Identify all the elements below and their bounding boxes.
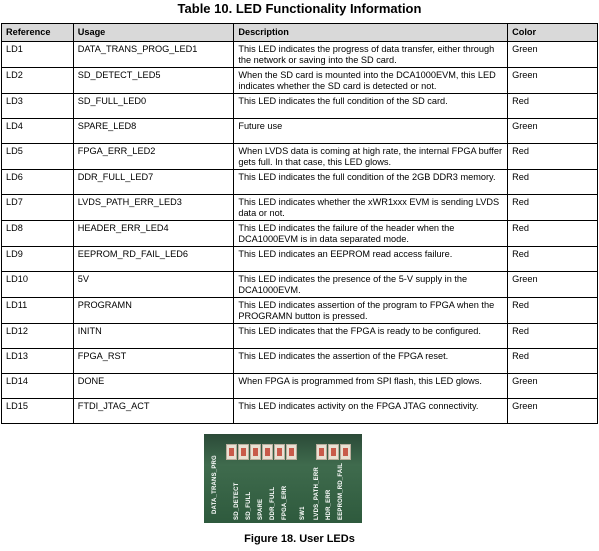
led-component — [328, 444, 339, 460]
cell-reference: LD6 — [2, 170, 74, 195]
cell-usage: EEPROM_RD_FAIL_LED6 — [73, 247, 234, 272]
cell-description: This LED indicates whether the xWR1xxx EVM is sending LVDS data or not. — [234, 195, 508, 221]
table-row — [2, 68, 598, 94]
cell-description: When LVDS data is coming at high rate, the internal FPGA buffer gets full. In that case, this LED glows. — [234, 144, 508, 170]
cell-reference: LD9 — [2, 247, 74, 272]
header-color: Color — [508, 24, 598, 42]
cell-color: Red — [508, 349, 598, 374]
cell-reference: LD2 — [2, 68, 74, 94]
cell-reference: LD10 — [2, 272, 74, 298]
led-component — [250, 444, 261, 460]
silkscreen-label: DATA_TRANS_PRG — [212, 455, 218, 514]
silkscreen-label: EEPROM_RD_FAIL — [338, 462, 344, 520]
cell-reference: LD4 — [2, 119, 74, 144]
cell-color: Red — [508, 298, 598, 324]
cell-usage: DONE — [73, 374, 234, 399]
cell-reference: LD15 — [2, 399, 74, 424]
led-component — [316, 444, 327, 460]
cell-usage: 5V — [73, 272, 234, 298]
cell-color: Green — [508, 42, 598, 68]
cell-reference: LD14 — [2, 374, 74, 399]
cell-usage: FTDI_JTAG_ACT — [73, 399, 234, 424]
cell-color: Green — [508, 68, 598, 94]
table-row — [2, 42, 598, 68]
cell-color: Red — [508, 324, 598, 349]
cell-description: When FPGA is programmed from SPI flash, this LED glows. — [234, 374, 508, 399]
table-row — [2, 170, 598, 195]
cell-reference: LD8 — [2, 221, 74, 247]
cell-description: When the SD card is mounted into the DCA1000EVM, this LED indicates whether the SD card is detected or not. — [234, 68, 508, 94]
table-row — [2, 119, 598, 144]
silkscreen-label: SPARE — [258, 498, 264, 520]
cell-reference: LD11 — [2, 298, 74, 324]
table-row — [2, 144, 598, 170]
cell-color: Red — [508, 94, 598, 119]
cell-reference: LD5 — [2, 144, 74, 170]
cell-usage: HEADER_ERR_LED4 — [73, 221, 234, 247]
cell-description: This LED indicates the assertion of the FPGA reset. — [234, 349, 508, 374]
table-header-row — [2, 24, 598, 42]
cell-reference: LD12 — [2, 324, 74, 349]
silkscreen-label: SD_FULL — [246, 491, 252, 520]
cell-description: This LED indicates the presence of the 5-V supply in the DCA1000EVM. — [234, 272, 508, 298]
cell-reference: LD13 — [2, 349, 74, 374]
led-component — [286, 444, 297, 460]
cell-reference: LD1 — [2, 42, 74, 68]
led-component — [262, 444, 273, 460]
figure-caption: Figure 18. User LEDs — [244, 533, 355, 545]
cell-usage: SPARE_LED8 — [73, 119, 234, 144]
cell-color: Green — [508, 399, 598, 424]
cell-reference: LD7 — [2, 195, 74, 221]
silkscreen-label: LVDS_PATH_ERR — [314, 467, 320, 520]
cell-usage: DDR_FULL_LED7 — [73, 170, 234, 195]
cell-color: Green — [508, 119, 598, 144]
table-row — [2, 221, 598, 247]
table-row — [2, 272, 598, 298]
table-row — [2, 298, 598, 324]
table-row — [2, 195, 598, 221]
cell-usage: DATA_TRANS_PROG_LED1 — [73, 42, 234, 68]
cell-color: Red — [508, 170, 598, 195]
table-row — [2, 324, 598, 349]
user-leds-photo — [204, 434, 362, 523]
silkscreen-label: HDR_ERR — [326, 489, 332, 520]
cell-color: Red — [508, 247, 598, 272]
cell-usage: SD_FULL_LED0 — [73, 94, 234, 119]
cell-usage: PROGRAMN — [73, 298, 234, 324]
header-description: Description — [234, 24, 508, 42]
cell-reference: LD3 — [2, 94, 74, 119]
cell-description: Future use — [234, 119, 508, 144]
cell-usage: FPGA_RST — [73, 349, 234, 374]
led-component — [274, 444, 285, 460]
cell-color: Red — [508, 144, 598, 170]
cell-usage: FPGA_ERR_LED2 — [73, 144, 234, 170]
cell-color: Green — [508, 374, 598, 399]
silkscreen-label: SW1 — [300, 506, 306, 520]
cell-description: This LED indicates the failure of the header when the DCA1000EVM is in data separated mode. — [234, 221, 508, 247]
led-component — [340, 444, 351, 460]
table-row — [2, 374, 598, 399]
cell-description: This LED indicates an EEPROM read access failure. — [234, 247, 508, 272]
table-title: Table 10. LED Functionality Information — [177, 1, 422, 16]
table-row — [2, 349, 598, 374]
cell-usage: SD_DETECT_LED5 — [73, 68, 234, 94]
silkscreen-label: DDR_FULL — [270, 486, 276, 520]
cell-usage: INITN — [73, 324, 234, 349]
header-reference: Reference — [2, 24, 74, 42]
cell-description: This LED indicates the full condition of the 2GB DDR3 memory. — [234, 170, 508, 195]
header-usage: Usage — [73, 24, 234, 42]
table-row — [2, 399, 598, 424]
led-component — [238, 444, 249, 460]
cell-description: This LED indicates assertion of the program to FPGA when the PROGRAMN button is pressed. — [234, 298, 508, 324]
silkscreen-label: FPGA_ERR — [282, 485, 288, 520]
led-functionality-table — [1, 23, 598, 424]
led-component — [226, 444, 237, 460]
table-row — [2, 247, 598, 272]
cell-color: Green — [508, 272, 598, 298]
silkscreen-label: SD_DETECT — [234, 482, 240, 520]
cell-color: Red — [508, 221, 598, 247]
cell-usage: LVDS_PATH_ERR_LED3 — [73, 195, 234, 221]
cell-color: Red — [508, 195, 598, 221]
table-body — [2, 42, 598, 424]
cell-description: This LED indicates activity on the FPGA JTAG connectivity. — [234, 399, 508, 424]
cell-description: This LED indicates the full condition of the SD card. — [234, 94, 508, 119]
table-row — [2, 94, 598, 119]
cell-description: This LED indicates the progress of data transfer, either through the network or saving into the SD card. — [234, 42, 508, 68]
cell-description: This LED indicates that the FPGA is ready to be configured. — [234, 324, 508, 349]
